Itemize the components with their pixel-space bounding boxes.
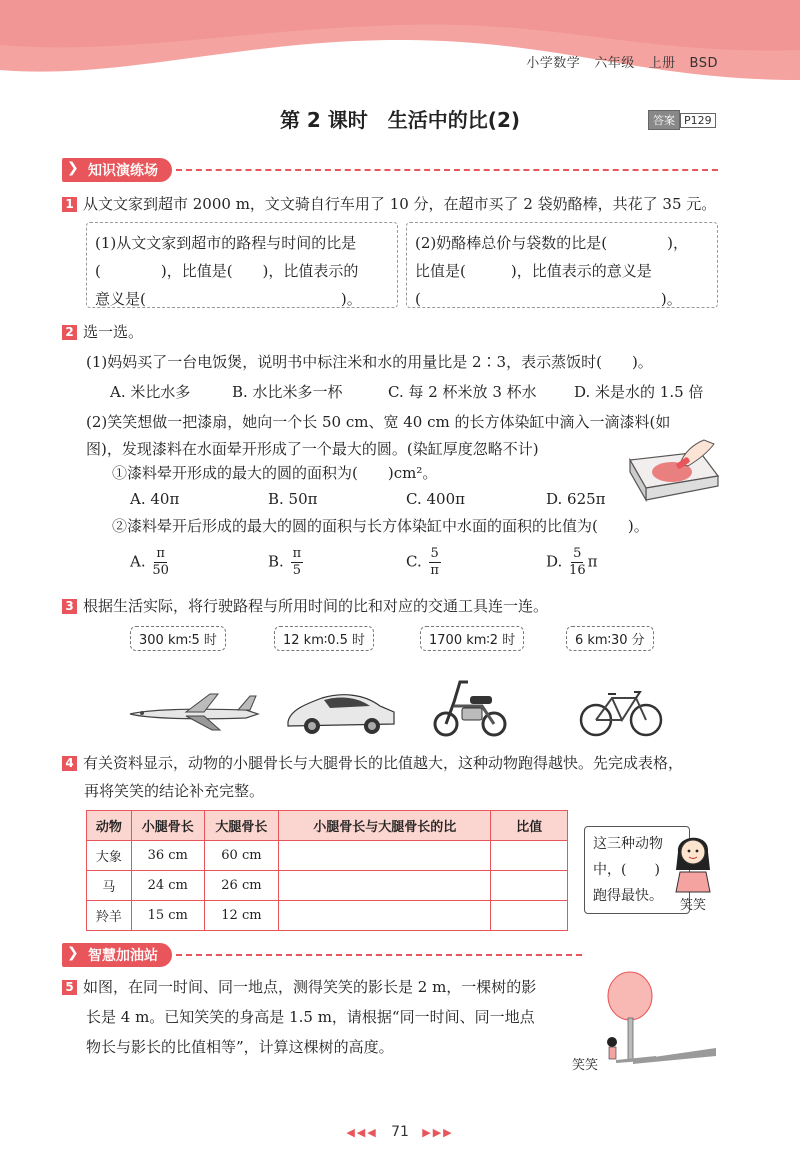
car-icon[interactable] xyxy=(282,686,400,736)
q2-part1-option-b[interactable]: B. 水比米多一杯 xyxy=(232,383,343,401)
q2-stem: 2 选一选。 xyxy=(62,321,143,342)
table-row: 大象 36 cm 60 cm xyxy=(87,841,568,871)
chevron-icon: ❯ xyxy=(67,160,79,176)
page-title: 第 2 课时 生活中的比(2) xyxy=(279,108,521,132)
header-meta xyxy=(526,52,718,71)
q4-stem-line2: 再将笑笑的结论补充完整。 xyxy=(84,782,265,800)
q2-sub2-option-d[interactable]: D. $\frac{5}{16}$ π xyxy=(546,546,598,578)
edition-label: BSD xyxy=(689,56,718,71)
q2-sub1-option-a[interactable]: A. 40π xyxy=(130,490,180,508)
answer-label: 答案 xyxy=(648,110,680,130)
fraction: $\frac{5}{16}$ xyxy=(569,546,586,578)
fraction: $\frac{\pi}{50}$ xyxy=(152,546,169,578)
ratio-answer-cell[interactable] xyxy=(279,901,491,931)
ratio-box-4[interactable]: 6 km∶30 分 xyxy=(566,626,654,651)
q1-box-1: (1)从文文家到超市的路程与时间的比是 ( )，比值是( )，比值表示的 意义是( )。 xyxy=(86,222,398,308)
q2-sub2-option-c[interactable]: C. $\frac{5}{\pi}$ xyxy=(406,546,439,578)
chevron-icon: ❯ xyxy=(67,945,79,961)
q5-line1: 5 如图，在同一时间、同一地点，测得笑笑的影长是 2 m，一棵树的影 xyxy=(62,976,536,997)
dye-tank-illustration xyxy=(622,430,722,514)
q2-sub1-option-b[interactable]: B. 50π xyxy=(268,490,318,508)
volume-label: 上册 xyxy=(648,56,676,71)
q2-sub2: ②漆料晕开后形成的最大的圆的面积与长方体染缸中水面的面积的比值为( )。 xyxy=(112,517,649,535)
q2-part1-option-c[interactable]: C. 每 2 杯米放 3 杯水 xyxy=(388,383,537,401)
section-banner-boost xyxy=(62,943,582,967)
girl-icon xyxy=(670,826,716,896)
banner-divider xyxy=(176,954,582,956)
q2-part2-line2: 图)，发现漆料在水面晕开形成了一个最大的圆。(染缸厚度忽略不计) xyxy=(86,440,539,458)
q1-stem: 1 从文文家到超市 2000 m，文文骑自行车用了 10 分，在超市买了 2 袋奶酪棒，共花了 35 元。 xyxy=(62,193,716,214)
answer-page: P129 xyxy=(680,113,716,128)
q2-sub1-option-d[interactable]: D. 625π xyxy=(546,490,606,508)
airplane-icon[interactable] xyxy=(126,688,262,734)
ratio-box-2[interactable]: 12 km∶0.5 时 xyxy=(274,626,374,651)
ratio-box-1[interactable]: 300 km∶5 时 xyxy=(130,626,226,651)
table-header-row: 动物 小腿骨长 大腿骨长 小腿骨长与大腿骨长的比 比值 xyxy=(87,811,568,841)
q2-sub1: ①漆料晕开形成的最大的圆的面积为( )cm²。 xyxy=(112,464,438,482)
prev-arrows-icon[interactable]: ◀◀◀ xyxy=(346,1126,378,1139)
q1-box-2: (2)奶酪棒总价与袋数的比是( )， 比值是( )，比值表示的意义是 ( )。 xyxy=(406,222,718,308)
section-title-boost: 智慧加油站 xyxy=(88,948,158,964)
section-banner-practice xyxy=(62,158,718,182)
q2-sub1-option-c[interactable]: C. 400π xyxy=(406,490,465,508)
page-number: 71 xyxy=(391,1124,409,1140)
fraction: $\frac{5}{\pi}$ xyxy=(430,546,439,578)
q2-part1: (1)妈妈买了一台电饭煲，说明书中标注米和水的用量比是 2∶3，表示蒸饭时( )。 xyxy=(86,353,653,371)
page-footer xyxy=(0,1124,800,1140)
ratio-box-3[interactable]: 1700 km∶2 时 xyxy=(420,626,524,651)
value-answer-cell[interactable] xyxy=(491,841,568,871)
value-answer-cell[interactable] xyxy=(491,901,568,931)
banner-divider xyxy=(176,169,718,171)
header-band xyxy=(0,0,800,95)
q5-line3: 物长与影长的比值相等”，计算这棵树的高度。 xyxy=(86,1038,394,1056)
table-row: 羚羊 15 cm 12 cm xyxy=(87,901,568,931)
q2-part1-option-a[interactable]: A. 米比水多 xyxy=(110,383,191,401)
bicycle-icon[interactable] xyxy=(578,684,664,738)
question-number: 4 xyxy=(62,756,77,771)
question-number: 2 xyxy=(62,325,77,340)
grade-label: 六年级 xyxy=(594,56,635,71)
table-row: 马 24 cm 26 cm xyxy=(87,871,568,901)
q4-stem-line1: 4 有关资料显示，动物的小腿骨长与大腿骨长的比值越大，这种动物跑得越快。先完成表格， xyxy=(62,752,683,773)
q2-part2-line1: (2)笑笑想做一把漆扇，她向一个长 50 cm、宽 40 cm 的长方体染缸中滴入一滴漆料(如 xyxy=(86,413,671,431)
q5-line2: 长是 4 m。已知笑笑的身高是 1.5 m，请根据“同一时间、同一地点 xyxy=(86,1008,535,1026)
bone-ratio-table xyxy=(86,810,568,931)
q2-sub2-option-b[interactable]: B. $\frac{\pi}{5}$ xyxy=(268,546,302,578)
answer-tag[interactable] xyxy=(648,110,716,130)
e-bike-icon[interactable] xyxy=(432,676,508,738)
question-number: 3 xyxy=(62,599,77,614)
tree-shadow-illustration xyxy=(590,968,720,1074)
speech-bubble: 这三种动物 中，( ) 跑得最快。 xyxy=(584,826,690,914)
q3-stem: 3 根据生活实际，将行驶路程与所用时间的比和对应的交通工具连一连。 xyxy=(62,595,548,616)
question-number: 1 xyxy=(62,197,77,212)
value-answer-cell[interactable] xyxy=(491,871,568,901)
girl-name-label: 笑笑 xyxy=(680,898,707,913)
section-title-practice: 知识演练场 xyxy=(88,163,158,179)
next-arrows-icon[interactable]: ▶▶▶ xyxy=(422,1126,454,1139)
fraction: $\frac{\pi}{5}$ xyxy=(292,546,302,578)
q2-part1-option-d[interactable]: D. 米是水的 1.5 倍 xyxy=(574,383,704,401)
question-number: 5 xyxy=(62,980,77,995)
subject-label: 小学数学 xyxy=(526,56,581,71)
ratio-answer-cell[interactable] xyxy=(279,841,491,871)
q5-girl-name-label: 笑笑 xyxy=(572,1058,599,1073)
ratio-answer-cell[interactable] xyxy=(279,871,491,901)
q2-sub2-option-a[interactable]: A. $\frac{\pi}{50}$ xyxy=(130,546,169,578)
